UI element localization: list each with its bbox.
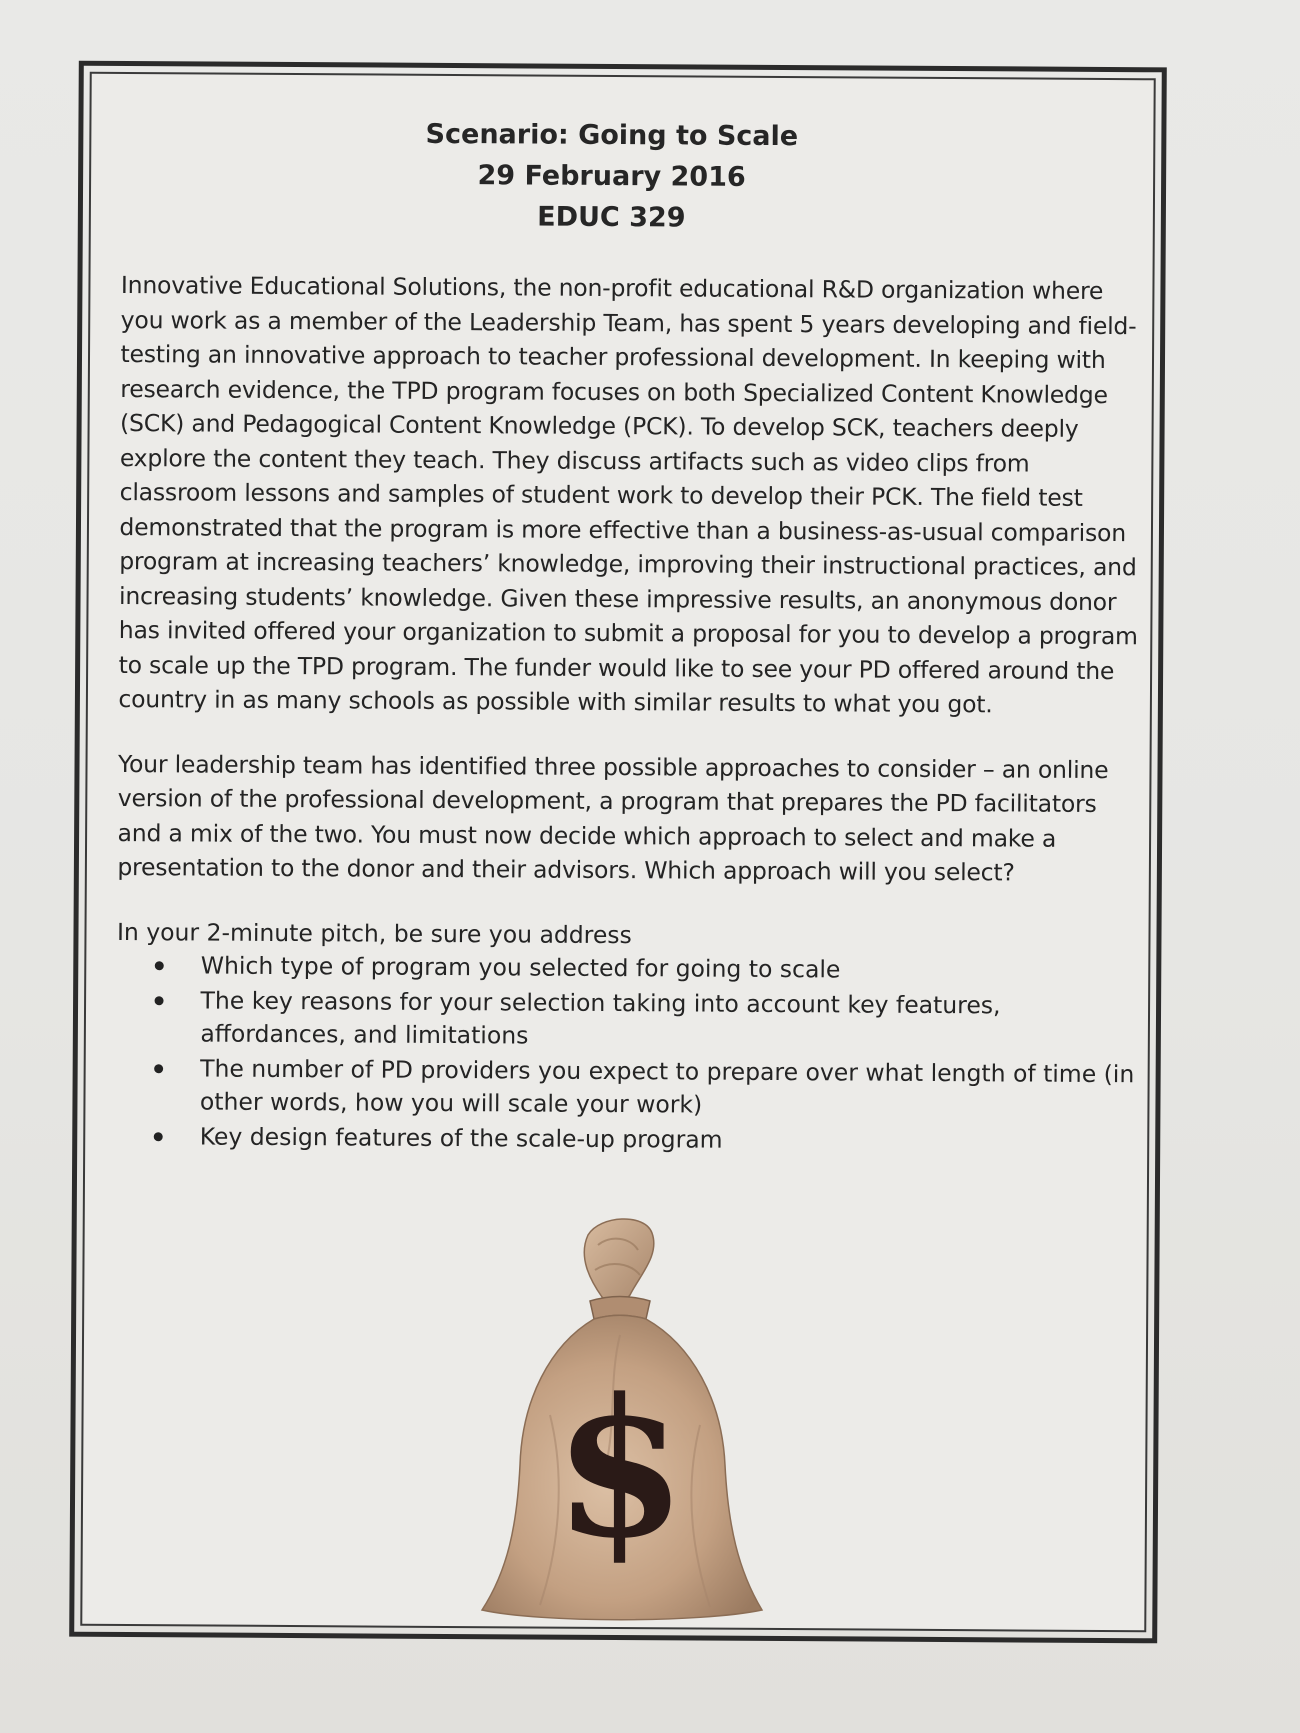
course-code: EDUC 329 bbox=[537, 201, 686, 234]
scenario-paragraph bbox=[118, 268, 1141, 723]
list-item bbox=[155, 949, 1137, 988]
document-title: Scenario: Going to Scale bbox=[425, 118, 799, 153]
list-item-text: The key reasons for your selection taking into account key features, affordances, and limitations bbox=[200, 985, 1001, 1049]
bullet-icon bbox=[154, 1132, 163, 1141]
document-content bbox=[116, 112, 1142, 1161]
money-bag-dollar-icon bbox=[470, 1215, 770, 1625]
dollar-symbol: $ bbox=[553, 1357, 687, 1580]
list-item bbox=[154, 984, 1136, 1056]
list-item bbox=[154, 1052, 1136, 1124]
bullet-icon bbox=[155, 961, 164, 970]
bullet-icon bbox=[155, 996, 164, 1005]
list-item-text: Key design features of the scale-up program bbox=[199, 1121, 723, 1154]
bullet-icon bbox=[154, 1064, 163, 1073]
document-header bbox=[101, 112, 1122, 241]
list-item-text: The number of PD providers you expect to prepare over what length of time (in other words, how you will scale your work) bbox=[199, 1053, 1135, 1119]
pitch-intro: In your 2-minute pitch, be sure you address bbox=[116, 917, 632, 949]
paragraph-text: Innovative Educational Solutions, the non-profit educational R&D organization where you work as a member of the Leadership Team, has spent 5 years developing and field-testing an innovative approach to teacher professional development. In keeping with research evidence, the TPD program focuses on both Specialized Content Knowledge (SCK) and Pedagogical Content Knowledge (PCK). To develop SCK, teachers deeply explore the content they teach. They discuss artifacts such as video clips from classroom lessons and samples of student work to develop their PCK. The field test demonstrated that the program is more effective than a business-as-usual comparison program at increasing teachers’ knowledge, improving their instructional practices, and increasing students’ knowledge. Given these impressive results, an anonymous donor has invited offered your organization to submit a proposal for you to develop a program to scale up the TPD program. The funder would like to see your PD offered around the country in as many schools as possible with similar results to what you got. bbox=[118, 270, 1138, 719]
paragraph-text: Your leadership team has identified three possible approaches to consider – an online version of the professional development, a program that prepares the PD facilitators and a mix of the two. You must now decide which approach to select and make a presentation to the donor and their advisors. Which approach will you select? bbox=[117, 749, 1109, 887]
document-date: 29 February 2016 bbox=[477, 160, 746, 193]
approaches-paragraph bbox=[117, 746, 1138, 890]
list-item-text: Which type of program you selected for going to scale bbox=[200, 950, 841, 983]
list-item bbox=[154, 1120, 1136, 1159]
pitch-requirements-list bbox=[116, 948, 1137, 1158]
